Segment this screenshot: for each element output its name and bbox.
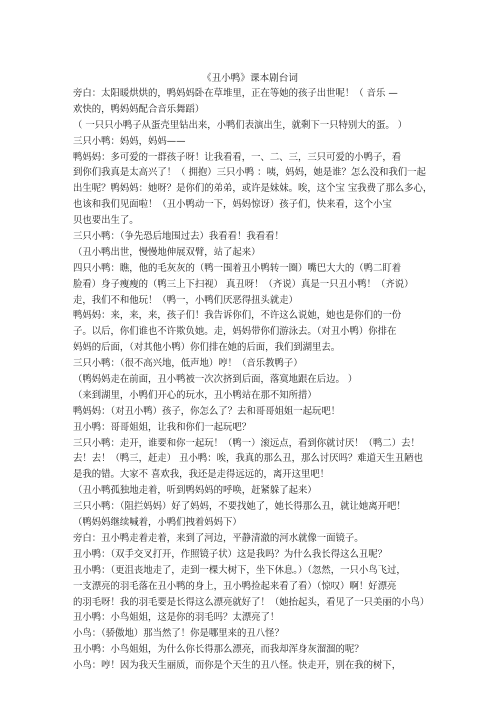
script-line: 四只小鸭：瞧，他的毛灰灰的（鸭一围着丑小鸭转一圈）嘴巴大大的（鸭二盯着 — [73, 262, 402, 274]
script-line: 走，我们不和他玩！（鸭一，小鸭们厌恶得扭头就走） — [73, 294, 299, 306]
script-line: 丑小鸭：（更沮丧地走了，走到一棵大树下，坐下休息。）（忽然，一只小鸟飞过， — [73, 564, 406, 576]
script-line: 三只小鸭：（很不高兴地，低声地）哼！（音乐教鸭子） — [73, 358, 303, 370]
script-line: 是我的错。大家不 喜欢我，我还是走得远远的，离开这里吧！ — [73, 469, 330, 481]
script-line: （ 一只只小鸭子从蛋壳里钻出来，小鸭们表演出生，就剩下一只特别大的蛋。 ） — [73, 119, 408, 131]
script-line: 欢快的，鸭妈妈配合音乐舞蹈） — [73, 103, 205, 115]
script-line: （丑小鸭出世，慢慢地伸展双臂，站了起来） — [73, 246, 261, 258]
script-line: 丑小鸭：小鸟姐姐，这是你的羽毛吗？太漂亮了！ — [73, 612, 280, 624]
script-line: （鸭妈妈继续喊着，小鸭们拽着妈妈下） — [73, 517, 242, 529]
script-line: 鸭妈妈：来，来，来，孩子们！我告诉你们，不许这么说她，她也是你们的一份 — [73, 310, 402, 322]
script-line: 三只小鸭：妈妈，妈妈—— — [73, 135, 186, 147]
document-title: 《丑小鸭》课本剧台词 — [202, 73, 298, 84]
script-line: 去！去！（鸭三，赶走） 丑小鸭：唉，我真的那么丑，那么讨厌吗？难道天生丑陋也 — [73, 453, 423, 465]
script-line: （鸭妈妈走在前面，丑小鸭被一次次挤到后面，落寞地跟在后边。 ） — [73, 374, 358, 386]
script-line: 鸭妈妈：多可爱的一群孩子呀！让我看看，一、二、三，三只可爱的小鸭子，看 — [73, 151, 402, 163]
script-line: 旁白：丑小鸭走着走着，来到了河边，平静清澈的河水就像一面镜子。 — [73, 532, 364, 544]
script-line: 鸭妈妈：（对丑小鸭）孩子，你怎么了？去和哥哥姐姐一起玩吧！ — [73, 405, 341, 417]
script-line: 也该和我们见面啦！（丑小鸭动一下，妈妈惊讶）孩子们，快来看，这个小宝 — [73, 199, 392, 211]
script-line: 旁白：太阳暖烘烘的，鸭妈妈卧在草堆里，正在等她的孩子出世呢！（ 音乐 — — [73, 88, 398, 99]
script-line: 一支漂亮的羽毛落在丑小鸭的身上，丑小鸭捡起来看了看）（惊叹）啊！好漂亮 — [73, 580, 397, 592]
script-line: 子。以后，你们谁也不许欺负她。走，妈妈带你们游泳去。（对丑小鸭）你排在 — [73, 326, 397, 338]
script-line: 丑小鸭：哥哥姐姐，让我和你们一起玩吧？ — [73, 421, 252, 433]
script-line: 丑小鸭：（双手交叉打开，作照镜子状）这是我吗？为什么我长得这么丑呢？ — [73, 548, 388, 560]
script-line: （来到湖里，小鸭们开心的玩水，丑小鸭站在那不知所措） — [73, 389, 317, 401]
script-line: 贝也要出生了。 — [73, 215, 139, 227]
script-line: 小鸟：（骄傲地）那当然了！你是哪里来的丑八怪？ — [73, 628, 284, 640]
script-line: （丑小鸭孤独地走着，听到鸭妈妈的呼唤，赶紧躲了起来） — [73, 485, 317, 497]
script-lines — [73, 86, 473, 674]
script-line: 出生呢？鸭妈妈：她呀？是你们的弟弟，或许是妹妹。唉，这个宝 宝我费了那么多心， — [73, 183, 433, 195]
script-line: 的羽毛呀！我的羽毛要是长得这么漂亮就好了！（她抬起头，看见了一只美丽的小鸟） — [73, 596, 430, 608]
script-line: 丑小鸭：小鸟姐姐，为什么你长得那么漂亮，而我却浑身灰溜溜的呢？ — [73, 644, 364, 656]
script-line: 脸看）身子瘦瘦的（鸭三上下扫视） 真丑呀！（齐说）真是一只丑小鸭！（齐说） — [73, 278, 414, 290]
script-line: 三只小鸭：（争先恐后地围过去）我看看！我看看！ — [73, 231, 284, 243]
script-line: 到你们我真是太高兴了！（ 拥抱）三只小鸭 ：咦，妈妈，她是谁？怎么没和我们一起 — [73, 167, 426, 179]
script-line: 三只小鸭：走开，谁要和你一起玩！（鸭一）滚远点，看到你就讨厌！（鸭二）去！ — [73, 437, 420, 449]
script-line: 三只小鸭：（阻拦妈妈）好了妈妈，不要找她了，她长得那么丑，就让她离开吧！ — [73, 501, 406, 513]
script-line: 小鸟：哼！因为我天生丽质，而你是个天生的丑八怪。快走开，别在我的树下， — [73, 660, 402, 672]
script-line: 妈妈的后面，（对其他小鸭）你们排在她的后面，我们到湖里去。 — [73, 342, 341, 354]
